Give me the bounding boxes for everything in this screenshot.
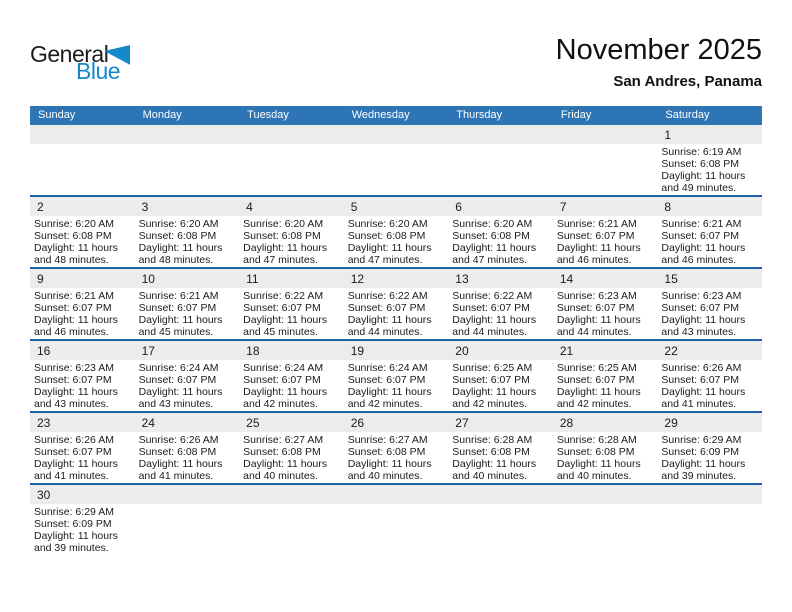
day-number: 29	[657, 413, 762, 432]
detail-line: Sunset: 6:08 PM	[243, 230, 321, 242]
weekday-header-row	[30, 106, 762, 125]
day-cell	[657, 341, 762, 411]
day-details	[239, 432, 344, 482]
day-cell	[553, 269, 658, 339]
detail-line: and 40 minutes.	[556, 470, 632, 482]
detail-line: Daylight: 11 hours	[243, 314, 327, 326]
detail-line: Sunrise: 6:22 AM	[243, 290, 324, 302]
detail-line: and 39 minutes.	[661, 470, 737, 482]
day-number	[657, 485, 762, 504]
detail-line: Sunrise: 6:21 AM	[138, 290, 219, 302]
day-number: 26	[344, 413, 449, 432]
weekday-header-thursday: Thursday	[456, 109, 503, 121]
day-cell	[135, 485, 240, 555]
detail-line: and 48 minutes.	[138, 254, 214, 266]
detail-line: Sunrise: 6:27 AM	[243, 434, 324, 446]
day-number	[553, 125, 658, 144]
day-cell	[344, 485, 449, 555]
detail-line: Sunrise: 6:21 AM	[661, 218, 742, 230]
day-cell	[30, 413, 135, 483]
day-cell	[239, 269, 344, 339]
detail-line: and 40 minutes.	[452, 470, 527, 482]
day-details	[30, 504, 135, 554]
detail-line: Sunrise: 6:22 AM	[347, 290, 428, 302]
day-details	[657, 288, 762, 338]
day-cell	[344, 341, 449, 411]
day-cell	[344, 197, 449, 267]
day-cell	[553, 341, 658, 411]
detail-line: Sunset: 6:08 PM	[243, 446, 321, 458]
detail-line: Sunset: 6:07 PM	[556, 230, 635, 242]
title-block	[556, 34, 762, 90]
detail-line: Sunset: 6:07 PM	[34, 302, 112, 314]
detail-line: Daylight: 11 hours	[34, 314, 118, 326]
weekday-header-monday: Monday	[142, 109, 182, 121]
day-details	[30, 288, 135, 338]
detail-line: Sunset: 6:08 PM	[347, 446, 426, 458]
day-cell	[448, 485, 553, 555]
day-details	[553, 216, 658, 266]
detail-line: Daylight: 11 hours	[34, 386, 118, 398]
detail-line: Daylight: 11 hours	[452, 314, 537, 326]
day-details	[657, 144, 762, 194]
detail-line: and 45 minutes.	[138, 326, 214, 338]
detail-line: Sunset: 6:08 PM	[34, 230, 112, 242]
day-number: 8	[657, 197, 762, 216]
day-number	[135, 125, 240, 144]
day-cell	[30, 269, 135, 339]
detail-line: Daylight: 11 hours	[138, 314, 223, 326]
detail-line: Sunset: 6:08 PM	[138, 230, 217, 242]
day-cell	[30, 341, 135, 411]
detail-line: and 47 minutes.	[243, 254, 318, 266]
day-details	[448, 216, 553, 266]
day-cell	[344, 125, 449, 195]
day-details	[135, 288, 240, 338]
day-details	[553, 360, 658, 410]
day-number: 19	[344, 341, 449, 360]
day-number	[135, 485, 240, 504]
detail-line: Sunrise: 6:24 AM	[347, 362, 428, 374]
detail-line: Daylight: 11 hours	[138, 242, 223, 254]
day-cell	[553, 413, 658, 483]
day-number: 25	[239, 413, 344, 432]
day-details	[239, 216, 344, 266]
detail-line: and 44 minutes.	[556, 326, 632, 338]
day-number	[239, 485, 344, 504]
weekday-header-wednesday: Wednesday	[351, 109, 410, 121]
detail-line: Sunset: 6:09 PM	[661, 446, 740, 458]
detail-line: Sunset: 6:07 PM	[452, 374, 530, 386]
detail-line: Sunrise: 6:24 AM	[243, 362, 324, 374]
detail-line: Sunrise: 6:29 AM	[34, 506, 114, 518]
day-number	[448, 485, 553, 504]
day-details	[30, 360, 135, 410]
detail-line: and 48 minutes.	[34, 254, 109, 266]
detail-line: Sunset: 6:07 PM	[34, 374, 112, 386]
detail-line: Sunset: 6:08 PM	[661, 158, 740, 170]
logo-text-general: General	[30, 41, 109, 67]
detail-line: Daylight: 11 hours	[347, 386, 432, 398]
detail-line: and 43 minutes.	[661, 326, 737, 338]
day-details	[135, 360, 240, 410]
logo-text-blue: Blue	[76, 58, 121, 84]
day-cell	[553, 485, 658, 555]
day-details	[30, 216, 135, 266]
day-number: 17	[135, 341, 240, 360]
detail-line: Sunset: 6:07 PM	[347, 374, 426, 386]
detail-line: Daylight: 11 hours	[347, 242, 432, 254]
day-number	[344, 485, 449, 504]
detail-line: Sunrise: 6:26 AM	[661, 362, 742, 374]
day-cell	[135, 197, 240, 267]
detail-line: Daylight: 11 hours	[347, 458, 432, 470]
detail-line: Sunset: 6:08 PM	[452, 446, 530, 458]
day-number	[553, 485, 658, 504]
day-number	[344, 125, 449, 144]
detail-line: and 44 minutes.	[347, 326, 423, 338]
day-number: 14	[553, 269, 658, 288]
detail-line: Sunset: 6:09 PM	[34, 518, 112, 530]
day-number: 10	[135, 269, 240, 288]
day-number	[448, 125, 553, 144]
calendar	[30, 106, 762, 555]
detail-line: Daylight: 11 hours	[556, 458, 641, 470]
detail-line: and 42 minutes.	[243, 398, 318, 410]
detail-line: and 44 minutes.	[452, 326, 527, 338]
detail-line: Sunset: 6:07 PM	[661, 302, 740, 314]
day-details	[553, 432, 658, 482]
detail-line: Sunrise: 6:29 AM	[661, 434, 742, 446]
day-number: 1	[657, 125, 762, 144]
day-number	[239, 125, 344, 144]
detail-line: Sunset: 6:07 PM	[243, 374, 321, 386]
day-details	[344, 360, 449, 410]
detail-line: Daylight: 11 hours	[243, 386, 327, 398]
day-cell	[448, 125, 553, 195]
page-title: November 2025	[555, 34, 762, 66]
day-details	[344, 288, 449, 338]
day-number: 24	[135, 413, 240, 432]
detail-line: Sunset: 6:08 PM	[452, 230, 530, 242]
detail-line: Daylight: 11 hours	[243, 242, 327, 254]
day-details	[448, 288, 553, 338]
day-details	[30, 432, 135, 482]
week-row	[30, 125, 762, 197]
day-number: 16	[30, 341, 135, 360]
detail-line: Daylight: 11 hours	[452, 386, 537, 398]
detail-line: and 46 minutes.	[556, 254, 632, 266]
detail-line: Sunset: 6:07 PM	[34, 446, 112, 458]
detail-line: Daylight: 11 hours	[138, 458, 223, 470]
calendar-grid	[30, 125, 762, 555]
detail-line: Daylight: 11 hours	[556, 314, 641, 326]
day-number: 3	[135, 197, 240, 216]
detail-line: Daylight: 11 hours	[138, 386, 223, 398]
day-number: 28	[553, 413, 658, 432]
detail-line: Daylight: 11 hours	[661, 458, 746, 470]
detail-line: Sunrise: 6:22 AM	[452, 290, 533, 302]
day-cell	[30, 485, 135, 555]
day-cell	[135, 269, 240, 339]
detail-line: Daylight: 11 hours	[34, 530, 118, 542]
weekday-header-tuesday: Tuesday	[247, 109, 289, 121]
detail-line: Daylight: 11 hours	[452, 458, 537, 470]
week-row	[30, 413, 762, 485]
day-cell	[657, 197, 762, 267]
day-number: 21	[553, 341, 658, 360]
day-cell	[448, 341, 553, 411]
day-cell	[657, 485, 762, 555]
logo	[30, 42, 130, 83]
detail-line: Sunset: 6:08 PM	[138, 446, 217, 458]
detail-line: and 43 minutes.	[138, 398, 214, 410]
detail-line: and 45 minutes.	[243, 326, 318, 338]
detail-line: Daylight: 11 hours	[661, 242, 746, 254]
detail-line: Sunset: 6:07 PM	[347, 302, 426, 314]
day-number: 6	[448, 197, 553, 216]
day-cell	[448, 413, 553, 483]
day-details	[239, 288, 344, 338]
detail-line: Sunrise: 6:23 AM	[34, 362, 114, 374]
detail-line: Sunset: 6:07 PM	[452, 302, 530, 314]
day-number: 7	[553, 197, 658, 216]
detail-line: Sunset: 6:07 PM	[661, 374, 740, 386]
detail-line: Sunrise: 6:21 AM	[34, 290, 114, 302]
detail-line: and 40 minutes.	[347, 470, 423, 482]
detail-line: Sunrise: 6:19 AM	[661, 146, 742, 158]
day-number: 5	[344, 197, 449, 216]
day-cell	[657, 413, 762, 483]
detail-line: Sunrise: 6:24 AM	[138, 362, 219, 374]
day-number: 4	[239, 197, 344, 216]
detail-line: Daylight: 11 hours	[34, 242, 118, 254]
detail-line: Daylight: 11 hours	[661, 386, 746, 398]
detail-line: Sunrise: 6:20 AM	[347, 218, 428, 230]
detail-line: Daylight: 11 hours	[243, 458, 327, 470]
day-cell	[448, 269, 553, 339]
detail-line: Sunset: 6:07 PM	[556, 374, 635, 386]
day-cell	[239, 485, 344, 555]
detail-line: Sunrise: 6:21 AM	[556, 218, 637, 230]
day-details	[448, 432, 553, 482]
day-number: 15	[657, 269, 762, 288]
week-row	[30, 341, 762, 413]
detail-line: and 42 minutes.	[452, 398, 527, 410]
detail-line: Daylight: 11 hours	[661, 170, 746, 182]
day-cell	[657, 269, 762, 339]
detail-line: Sunrise: 6:26 AM	[34, 434, 114, 446]
detail-line: Sunset: 6:07 PM	[138, 374, 217, 386]
detail-line: Daylight: 11 hours	[556, 386, 641, 398]
day-number: 2	[30, 197, 135, 216]
detail-line: Daylight: 11 hours	[661, 314, 746, 326]
day-number: 20	[448, 341, 553, 360]
day-number: 22	[657, 341, 762, 360]
day-details	[657, 216, 762, 266]
detail-line: and 47 minutes.	[452, 254, 527, 266]
day-cell	[239, 125, 344, 195]
day-details	[135, 432, 240, 482]
day-details	[553, 288, 658, 338]
detail-line: Sunrise: 6:25 AM	[556, 362, 637, 374]
detail-line: Sunrise: 6:26 AM	[138, 434, 219, 446]
day-cell	[657, 125, 762, 195]
detail-line: Sunset: 6:07 PM	[661, 230, 740, 242]
detail-line: Sunrise: 6:20 AM	[138, 218, 219, 230]
detail-line: and 41 minutes.	[138, 470, 214, 482]
detail-line: and 40 minutes.	[243, 470, 318, 482]
day-number: 12	[344, 269, 449, 288]
day-details	[135, 216, 240, 266]
day-cell	[553, 197, 658, 267]
detail-line: and 49 minutes.	[661, 182, 737, 194]
week-row	[30, 197, 762, 269]
day-number: 23	[30, 413, 135, 432]
detail-line: Daylight: 11 hours	[556, 242, 641, 254]
location-subtitle: San Andres, Panama	[613, 73, 762, 90]
detail-line: and 46 minutes.	[661, 254, 737, 266]
detail-line: and 41 minutes.	[34, 470, 109, 482]
day-cell	[30, 197, 135, 267]
day-number	[30, 125, 135, 144]
detail-line: Sunrise: 6:25 AM	[452, 362, 533, 374]
detail-line: Sunset: 6:08 PM	[347, 230, 426, 242]
detail-line: Sunrise: 6:20 AM	[34, 218, 114, 230]
detail-line: Sunrise: 6:27 AM	[347, 434, 428, 446]
detail-line: Sunrise: 6:28 AM	[556, 434, 637, 446]
day-cell	[135, 341, 240, 411]
detail-line: and 47 minutes.	[347, 254, 423, 266]
day-cell	[135, 125, 240, 195]
detail-line: and 43 minutes.	[34, 398, 109, 410]
day-cell	[239, 341, 344, 411]
detail-line: Sunset: 6:07 PM	[138, 302, 217, 314]
weekday-header-friday: Friday	[560, 109, 592, 121]
day-number: 27	[448, 413, 553, 432]
day-details	[344, 216, 449, 266]
day-details	[448, 360, 553, 410]
detail-line: and 39 minutes.	[34, 542, 109, 554]
day-details	[657, 360, 762, 410]
day-number: 9	[30, 269, 135, 288]
detail-line: Sunset: 6:07 PM	[243, 302, 321, 314]
detail-line: Sunrise: 6:20 AM	[243, 218, 324, 230]
week-row	[30, 269, 762, 341]
weekday-header-sunday: Sunday	[38, 109, 76, 121]
detail-line: Daylight: 11 hours	[34, 458, 118, 470]
day-cell	[344, 413, 449, 483]
detail-line: Sunset: 6:08 PM	[556, 446, 635, 458]
day-details	[239, 360, 344, 410]
detail-line: Sunrise: 6:23 AM	[661, 290, 742, 302]
day-number: 13	[448, 269, 553, 288]
day-cell	[344, 269, 449, 339]
day-details	[657, 432, 762, 482]
day-number: 11	[239, 269, 344, 288]
day-cell	[553, 125, 658, 195]
day-cell	[135, 413, 240, 483]
detail-line: Sunset: 6:07 PM	[556, 302, 635, 314]
day-number: 18	[239, 341, 344, 360]
detail-line: Daylight: 11 hours	[452, 242, 537, 254]
detail-line: Daylight: 11 hours	[347, 314, 432, 326]
detail-line: and 41 minutes.	[661, 398, 737, 410]
day-cell	[30, 125, 135, 195]
detail-line: Sunrise: 6:20 AM	[452, 218, 533, 230]
detail-line: and 46 minutes.	[34, 326, 109, 338]
day-details	[344, 432, 449, 482]
day-cell	[448, 197, 553, 267]
day-cell	[239, 413, 344, 483]
detail-line: Sunrise: 6:23 AM	[556, 290, 637, 302]
day-number: 30	[30, 485, 135, 504]
detail-line: and 42 minutes.	[556, 398, 632, 410]
week-row	[30, 485, 762, 555]
detail-line: Sunrise: 6:28 AM	[452, 434, 533, 446]
day-cell	[239, 197, 344, 267]
detail-line: and 42 minutes.	[347, 398, 423, 410]
weekday-header-saturday: Saturday	[665, 109, 710, 121]
